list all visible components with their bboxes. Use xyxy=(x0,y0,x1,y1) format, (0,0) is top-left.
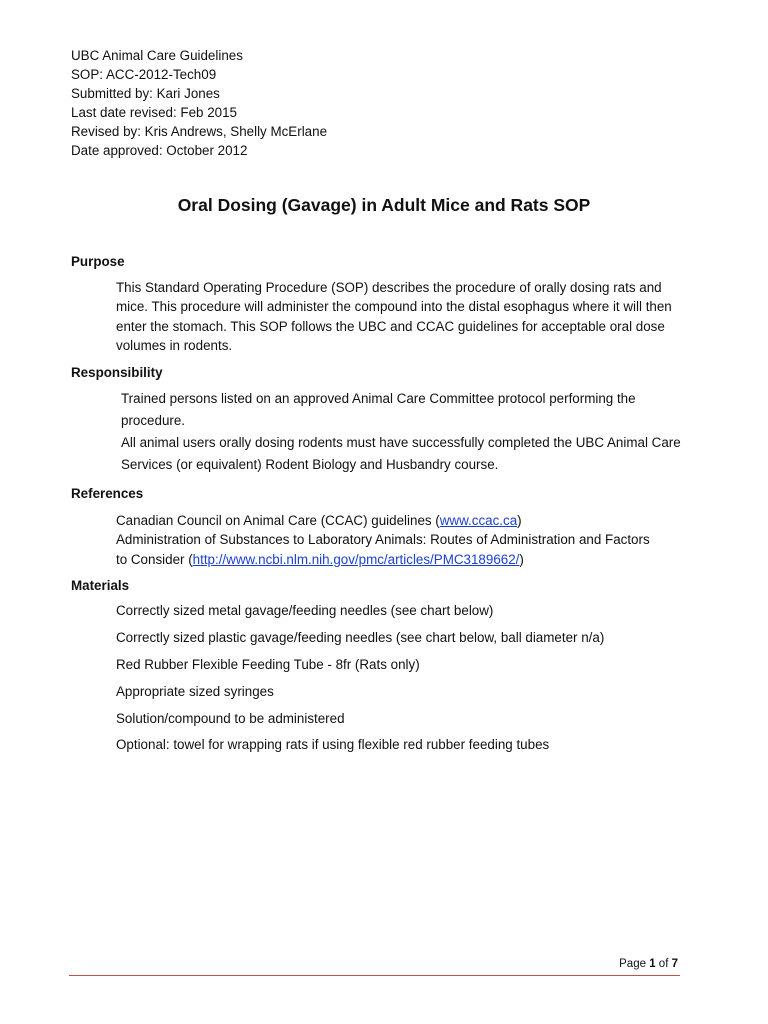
document-header xyxy=(71,47,327,160)
list-item: Correctly sized plastic gavage/feeding needles (see chart below, ball diameter n/a) xyxy=(116,629,605,645)
references-list xyxy=(116,511,696,569)
header-date-approved: Date approved: October 2012 xyxy=(71,142,248,158)
responsibility-item: Trained persons listed on an approved Animal Care Committee protocol performing the procedure. xyxy=(121,391,636,428)
ccac-link[interactable]: www.ccac.ca xyxy=(439,513,518,528)
header-organization: UBC Animal Care Guidelines xyxy=(71,48,243,63)
page-total: 7 xyxy=(671,958,678,970)
reference-text: to Consider ( xyxy=(116,551,193,567)
document-title: Oral Dosing (Gavage) in Adult Mice and Rats SOP xyxy=(177,195,591,215)
page-label: Page xyxy=(619,958,646,970)
page-number xyxy=(619,958,678,970)
reference-ccac xyxy=(116,511,696,530)
materials-list xyxy=(116,601,604,762)
purpose-heading: Purpose xyxy=(71,254,125,269)
purpose-text: This Standard Operating Procedure (SOP) describes the procedure of orally dosing rats and mice. This procedure will administer the compound into the distal esophagus where it will then enter the stomach. This SOP follows the UBC and CCAC guidelines for acceptable oral dose volumes in rodents. xyxy=(116,280,672,354)
footer-divider xyxy=(69,975,680,976)
page-current: 1 xyxy=(649,958,656,970)
reference-text: ) xyxy=(519,551,524,567)
header-revised-by: Revised by: Kris Andrews, Shelly McErlane xyxy=(71,123,328,139)
header-last-revised: Last date revised: Feb 2015 xyxy=(71,104,238,120)
header-sop-number: SOP: ACC-2012-Tech09 xyxy=(71,66,217,82)
list-item: Correctly sized metal gavage/feeding needles (see chart below) xyxy=(116,603,494,618)
reference-admin-substances-cont xyxy=(116,550,696,569)
list-item: Optional: towel for wrapping rats if using flexible red rubber feeding tubes xyxy=(116,737,550,753)
responsibility-heading: Responsibility xyxy=(71,365,163,380)
reference-text: Canadian Council on Animal Care (CCAC) guidelines ( xyxy=(116,513,440,528)
ncbi-link[interactable]: http://www.ncbi.nlm.nih.gov/pmc/articles/PMC3189662/ xyxy=(192,551,520,567)
reference-text: ) xyxy=(517,513,522,528)
page-of: of xyxy=(658,958,669,970)
materials-heading: Materials xyxy=(71,578,130,593)
header-submitted-by: Submitted by: Kari Jones xyxy=(71,85,220,101)
reference-admin-substances: Administration of Substances to Laboratory Animals: Routes of Administration and Factors xyxy=(116,532,650,548)
references-heading: References xyxy=(71,486,144,501)
list-item: Solution/compound to be administered xyxy=(116,710,345,726)
responsibility-item: All animal users orally dosing rodents must have successfully completed the UBC Animal Care Services (or equivalent) Rodent Biology and Husbandry course. xyxy=(121,435,681,472)
list-item: Red Rubber Flexible Feeding Tube - 8fr (Rats only) xyxy=(116,656,420,672)
list-item: Appropriate sized syringes xyxy=(116,683,274,699)
